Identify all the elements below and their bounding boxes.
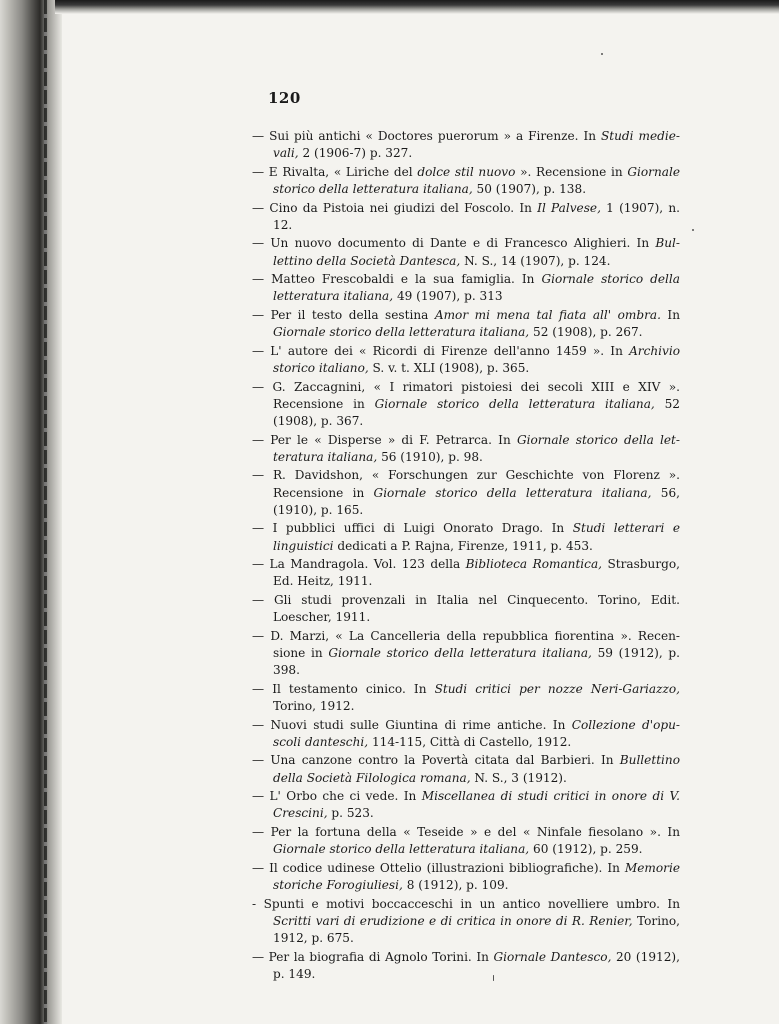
entry-text: 50 (1907), p. 138. xyxy=(472,182,587,196)
entry-dash: — xyxy=(252,592,265,607)
entry-text: D. Marzi, « La Cancelleria della repubblica fiorentina ». Recen-sione in xyxy=(270,628,680,660)
entry-text: R. Davidshon, « Forschungen zur Geschichte von Florenz ». Recensione in xyxy=(272,468,684,500)
entry-dash: — xyxy=(252,343,265,358)
entry-text: Per la biografia di Agnolo Torini. In xyxy=(268,949,494,964)
bibliography-entry xyxy=(252,824,684,858)
entry-dash: — xyxy=(252,432,265,447)
entry-text: Sui più antichi « Doctores puerorum » a Firenze. In xyxy=(269,129,601,143)
entry-text: 20 (1912), p. 149. xyxy=(273,949,684,981)
entry-dash: — xyxy=(252,717,265,732)
bibliography-entry xyxy=(252,520,684,554)
entry-text: S. v. t. XLI (1908), p. 365. xyxy=(368,360,530,375)
entry-title-italic: Giornale storico della letteratura italiana, xyxy=(328,645,592,660)
entry-title-italic: Studi critici per nozze Neri-Gariazzo, xyxy=(434,681,681,696)
entry-text: Il codice udinese Ottelio (illustrazioni bibliografiche). In xyxy=(269,860,625,875)
entry-dash: — xyxy=(252,789,265,804)
entry-text: 59 (1912), p. 398. xyxy=(273,645,684,678)
entry-dash: — xyxy=(252,949,265,964)
entry-dash: — xyxy=(252,860,265,875)
entry-dash: — xyxy=(252,129,265,143)
entry-title-italic: Amor mi mena tal fiata all' ombra. xyxy=(434,307,661,322)
entry-dash: — xyxy=(252,521,265,536)
entry-text: 60 (1912), p. 259. xyxy=(529,842,643,857)
bibliography-entry xyxy=(252,164,684,198)
entry-text: L' autore dei « Ricordi di Firenze dell'anno 1459 ». In xyxy=(270,343,630,358)
bibliography-entry xyxy=(252,467,684,519)
entry-title-italic: Studi letterari e linguistici xyxy=(273,521,684,553)
bibliography-list xyxy=(252,128,684,984)
bibliography-entry xyxy=(252,896,684,948)
entry-title-italic: Giornale storico della letteratura italiana, xyxy=(273,325,530,340)
bibliography-entry xyxy=(252,752,684,786)
entry-dash: — xyxy=(252,236,265,251)
entry-text: Il testamento cinico. In xyxy=(272,681,435,696)
entry-text: 56, (1910), p. 165. xyxy=(273,485,684,517)
bibliography-entry xyxy=(252,235,680,269)
entry-text: 2 (1906-7) p. 327. xyxy=(298,146,413,161)
bibliography-entry xyxy=(252,949,684,983)
entry-text: Matteo Frescobaldi e la sua famiglia. In xyxy=(271,272,542,287)
entry-dash: — xyxy=(252,681,265,696)
bibliography-entry xyxy=(252,271,684,305)
top-page-edge-shadow xyxy=(55,0,779,14)
entry-title-italic: Miscellanea di studi critici in onore di V. Crescini, xyxy=(273,789,684,821)
book-binding-edge xyxy=(0,0,62,1024)
scan-speck xyxy=(493,975,494,981)
entry-text: Nuovi studi sulle Giuntina di rime antiche. In xyxy=(270,717,572,732)
entry-title-italic: Bullettino della Società Filologica romana, xyxy=(273,753,684,785)
page-number: 120 xyxy=(268,89,301,107)
entry-text: L' Orbo che ci vede. In xyxy=(269,789,422,804)
entry-title-italic: Giornale Dantesco, xyxy=(493,949,612,964)
entry-text: 49 (1907), p. 313 xyxy=(393,289,503,304)
entry-text: N. S., 14 (1907), p. 124. xyxy=(460,253,611,268)
entry-title-italic: Giornale storico della let-teratura italiana, xyxy=(273,432,680,464)
entry-text: 1 (1907), n. 12. xyxy=(273,200,684,232)
entry-dash: — xyxy=(252,628,265,643)
entry-text: G. Zaccagnini, « I rimatori pistoiesi dei secoli XIII e XIV ». Recensione in xyxy=(272,379,684,411)
scan-speck xyxy=(692,229,694,231)
bibliography-entry xyxy=(252,343,684,377)
entry-text: 114-115, Città di Castello, 1912. xyxy=(368,734,572,749)
entry-title-italic: Collezione d'opu-scoli danteschi, xyxy=(273,717,680,749)
bibliography-entry xyxy=(252,307,684,341)
bibliography-entry xyxy=(252,860,684,894)
bibliography-entry xyxy=(252,788,684,822)
entry-text: Gli studi provenzali in Italia nel Cinquecento. Torino, Edit. Loescher, 1911. xyxy=(273,592,684,625)
entry-title-italic: Giornale storico della letteratura italiana, xyxy=(273,272,684,304)
entry-text: I pubblici uffici di Luigi Onorato Drago. In xyxy=(272,521,573,536)
entry-text: Una canzone contro la Povertà citata dal Barbieri. In xyxy=(270,753,620,768)
bibliography-entry xyxy=(252,128,680,162)
entry-text: 52 (1908), p. 267. xyxy=(529,325,643,340)
entry-text: Un nuovo documento di Dante e di Francesco Alighieri. In xyxy=(270,236,656,251)
bibliography-entry xyxy=(252,717,680,751)
entry-text: Strasburgo, Ed. Heitz, 1911. xyxy=(273,557,684,589)
entry-title-italic: Giornale storico della letteratura italiana, xyxy=(273,842,530,857)
entry-text: N. S., 3 (1912). xyxy=(470,770,567,785)
entry-text: Torino, 1912, p. 675. xyxy=(273,913,684,945)
entry-text: dedicati a P. Rajna, Firenze, 1911, p. 453. xyxy=(333,538,593,553)
bibliography-entry xyxy=(252,379,684,431)
bibliography-entry xyxy=(252,681,684,715)
entry-dash: — xyxy=(252,824,265,839)
scan-speck xyxy=(601,53,603,55)
entry-title-italic: Giornale storico della letteratura italiana, xyxy=(373,485,652,500)
entry-text: 8 (1912), p. 109. xyxy=(402,877,509,892)
entry-dash: — xyxy=(252,200,265,215)
entry-text: Spunti e motivi boccacceschi in un antico novelliere umbro. In xyxy=(263,896,684,911)
entry-text: Torino, 1912. xyxy=(273,681,684,713)
entry-dash: - xyxy=(252,896,257,911)
entry-title-italic: Giornale storico della letteratura italiana, xyxy=(374,396,655,411)
binding-stitch-line xyxy=(44,0,47,1024)
entry-dash: — xyxy=(252,307,265,322)
entry-dash: — xyxy=(252,753,265,768)
entry-text: In xyxy=(660,307,684,322)
entry-dash: — xyxy=(252,164,265,179)
entry-text: ». Recensione in xyxy=(515,164,628,179)
entry-text: La Mandragola. Vol. 123 della xyxy=(269,557,466,572)
entry-dash: — xyxy=(252,379,265,394)
entry-title-italic: Giornale storico della letteratura italiana, xyxy=(273,164,684,196)
bibliography-entry xyxy=(252,556,684,590)
entry-text: Per la fortuna della « Teseide » e del « Ninfale fiesolano ». In xyxy=(270,824,684,839)
entry-text: Cino da Pistoia nei giudizi del Foscolo. In xyxy=(269,200,538,215)
entry-title-italic: Il Palvese, xyxy=(537,200,601,215)
bibliography-entry xyxy=(252,592,684,626)
entry-text: p. 523. xyxy=(327,806,374,821)
entry-title-italic: Scritti vari di erudizione e di critica in onore di R. Renier, xyxy=(273,913,633,928)
entry-title-italic: Memorie storiche Forogiuliesi, xyxy=(273,860,684,892)
entry-dash: — xyxy=(252,468,265,483)
entry-title-italic: Bul-lettino della Società Dantesca, xyxy=(273,236,680,268)
entry-text: Per il testo della sestina xyxy=(270,307,435,322)
entry-text: 52 (1908), p. 367. xyxy=(273,396,684,428)
entry-title-italic: dolce stil nuovo xyxy=(417,164,516,179)
entry-title-italic: Biblioteca Romantica, xyxy=(465,557,602,572)
entry-title-italic: Archivio storico italiano, xyxy=(273,343,684,375)
entry-text: E Rivalta, « Liriche del xyxy=(268,164,418,179)
bibliography-entry xyxy=(252,432,680,466)
bibliography-entry xyxy=(252,628,684,680)
bibliography-entry xyxy=(252,200,684,234)
entry-title-italic: Studi medie-vali, xyxy=(273,129,680,161)
entry-dash: — xyxy=(252,272,265,287)
entry-dash: — xyxy=(252,557,265,572)
entry-text: Per le « Disperse » di F. Petrarca. In xyxy=(270,432,517,447)
entry-text: 56 (1910), p. 98. xyxy=(377,449,483,464)
